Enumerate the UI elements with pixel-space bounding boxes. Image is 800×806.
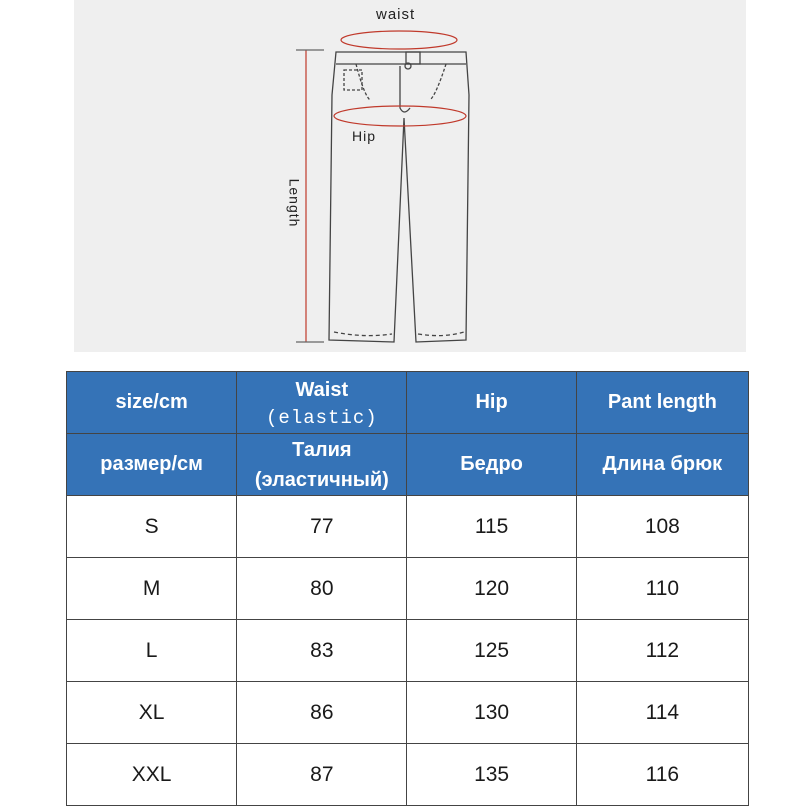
cell-size: L <box>67 620 237 682</box>
cell-waist: 80 <box>237 558 407 620</box>
cell-length: 112 <box>576 620 748 682</box>
table-row <box>67 682 749 744</box>
header-row-ru <box>67 434 749 496</box>
cell-hip: 135 <box>407 744 576 806</box>
cell-size: S <box>67 496 237 558</box>
waist-label: waist <box>376 6 416 23</box>
header-waist-en <box>237 372 407 434</box>
table-row <box>67 744 749 806</box>
cell-hip: 130 <box>407 682 576 744</box>
cell-waist: 87 <box>237 744 407 806</box>
header-waist-ru <box>237 434 407 496</box>
header-waist-ru-title: Талия <box>292 438 352 461</box>
table-row <box>67 496 749 558</box>
cell-length: 114 <box>576 682 748 744</box>
header-row-en <box>67 372 749 434</box>
cell-length: 110 <box>576 558 748 620</box>
pants-illustration <box>74 0 746 352</box>
cell-size: M <box>67 558 237 620</box>
cell-length: 108 <box>576 496 748 558</box>
header-hip-en: Hip <box>407 372 576 434</box>
header-hip-ru: Бедро <box>407 434 576 496</box>
header-size-en: size/cm <box>67 372 237 434</box>
cell-size: XL <box>67 682 237 744</box>
cell-hip: 125 <box>407 620 576 682</box>
cell-waist: 77 <box>237 496 407 558</box>
header-size-ru: размер/см <box>67 434 237 496</box>
pants-outline <box>329 52 469 342</box>
size-chart-table <box>66 371 749 806</box>
header-waist-en-title: Waist <box>295 378 349 401</box>
pants-diagram-panel <box>74 0 746 352</box>
header-waist-ru-sub: (эластичный) <box>254 468 389 491</box>
cell-waist: 83 <box>237 620 407 682</box>
header-length-en: Pant length <box>576 372 748 434</box>
hip-label: Hip <box>352 128 377 144</box>
length-label: Length <box>286 178 303 228</box>
header-waist-en-sub: (elastic) <box>266 406 378 429</box>
waist-measure-ellipse <box>341 31 457 49</box>
header-length-ru: Длина брюк <box>576 434 748 496</box>
cell-hip: 120 <box>407 558 576 620</box>
table-row <box>67 558 749 620</box>
cell-hip: 115 <box>407 496 576 558</box>
cell-size: XXL <box>67 744 237 806</box>
cell-length: 116 <box>576 744 748 806</box>
cell-waist: 86 <box>237 682 407 744</box>
table-row <box>67 620 749 682</box>
